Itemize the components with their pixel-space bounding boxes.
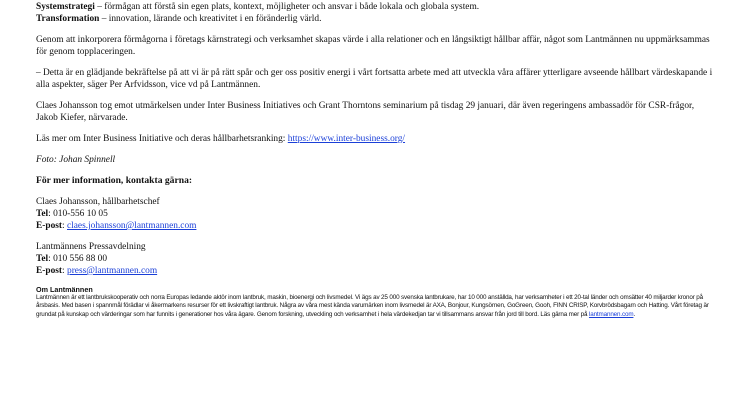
- about-title: Om Lantmännen: [36, 285, 93, 294]
- intro-term: Systemstrategi: [36, 2, 95, 12]
- intro-list: [36, 1, 716, 319]
- inter-business-link[interactable]: https://www.inter-business.org/: [287, 134, 406, 144]
- paragraph: Claes Johansson tog emot utmärkelsen under Inter Business Initiatives och Grant Thorntons seminarium på tisdag 29 januari, där även regeringens ambassadör för CSR-frågor, Jakob Kiefer, närvarade.: [36, 101, 695, 123]
- read-more-paragraph: Läs mer om Inter Business Initiative och deras hållbarhetsranking: https://www.inter-business.org/: [36, 134, 406, 144]
- email-link[interactable]: claes.johansson@lantmannen.com: [67, 221, 197, 231]
- photo-credit: Foto: Johan Spinnell: [36, 155, 116, 165]
- contact-name: Lantmännens Pressavdelning: [36, 242, 146, 252]
- contact-heading: För mer information, kontakta gärna:: [36, 175, 193, 186]
- email-link[interactable]: press@lantmannen.com: [67, 266, 158, 276]
- paragraph: – Detta är en glädjande bekräftelse på att vi är på rätt spår och ger oss positiv energi i vårt fortsatta arbete med att utveckla våra affärer ytterligare avseende hållbart värdeskapande i alla aspekter, säger Per Arfvidsson, vice vd på Lantmännen.: [36, 68, 713, 90]
- contact-email: E-post: claes.johansson@lantmannen.com: [36, 221, 197, 231]
- contact-email: E-post: press@lantmannen.com: [36, 266, 158, 276]
- contact-phone: Tel: 010-556 10 05: [36, 209, 108, 219]
- about-text: Lantmännen är ett lantbrukskooperativ och norra Europas ledande aktör inom lantbruk, maskin, bioenergi och livsmedel. Vi ägs av 25 000 svenska lantbrukare, har 10 000 anställda, har verksamheter i ett 20-tal länder och omsätter 40 miljarder kronor på årsbasis. Med basen i spannmål förädlar vi åkermarkens resurser för ett livskraftigt lantbruk. Några av våra mest kända varumärken inom livsmedel är AXA, Bonjour, Kungsörnen, GoGreen, Gooh, FINN CRISP, Korvbrödsbagarn och Hatting. Vårt företag är grundat på kunskap och värderingar som har funnits i generationer hos våra ägare. Genom forskning, utveckling och verksamhet i hela värdekedjan tar vi tillsammans ansvar från jord till bord. Läs gärna mer på lantmannen.com.: [36, 294, 709, 318]
- contact-phone: Tel: 010 556 88 00: [36, 254, 108, 264]
- lantmannen-link[interactable]: lantmannen.com: [588, 310, 634, 318]
- paragraph: Genom att inkorporera förmågorna i företags kärnstrategi och verksamhet skapas värde i alla relationer och en långsiktigt hållbar affär, något som Lantmännen nu uppmärksammas för genom topplaceringen.: [36, 35, 710, 57]
- intro-term: Transformation: [36, 14, 100, 24]
- contact-name: Claes Johansson, hållbarhetschef: [36, 197, 160, 207]
- intro-line-transformation: Transformation – innovation, lärande och kreativitet i en föränderlig värld.: [36, 14, 322, 24]
- intro-line-system: Systemstrategi – förmågan att förstå sin egen plats, kontext, möjligheter och ansvar i både lokala och globala system.: [36, 2, 480, 12]
